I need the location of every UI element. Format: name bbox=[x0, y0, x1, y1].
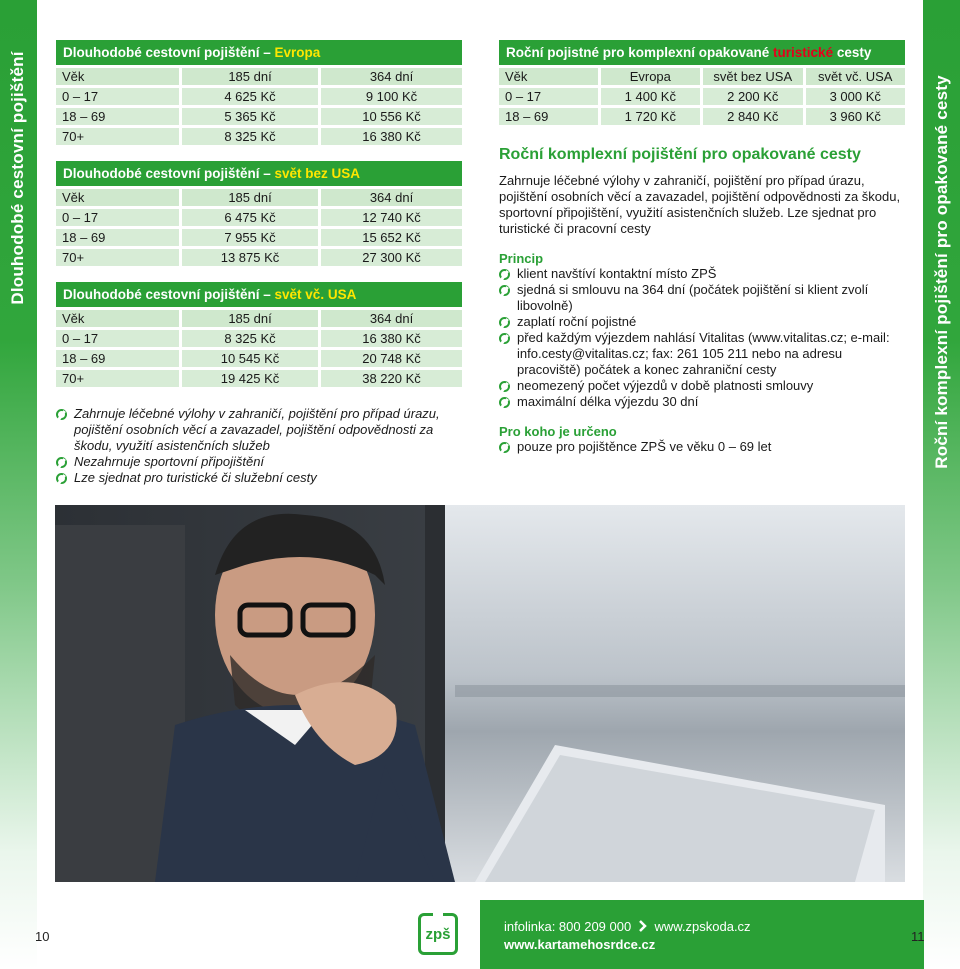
table-header-row bbox=[56, 68, 462, 85]
footer bbox=[0, 900, 960, 969]
header-185: 185 dní bbox=[182, 68, 318, 85]
list-item: Nezahrnuje sportovní připojištění bbox=[56, 454, 462, 470]
princip-heading: Princip bbox=[499, 251, 544, 266]
table-row bbox=[499, 108, 905, 125]
cell-price: 8 325 Kč bbox=[182, 330, 318, 347]
table-title: Dlouhodobé cestovní pojištění – Evropa bbox=[56, 40, 462, 65]
table-header-row bbox=[56, 189, 462, 206]
bullet-icon bbox=[499, 397, 510, 408]
table-header-row bbox=[56, 310, 462, 327]
bullet-icon bbox=[499, 269, 510, 280]
list-item: Lze sjednat pro turistické či služební cesty bbox=[56, 470, 462, 486]
cell-price: 2 840 Kč bbox=[703, 108, 802, 125]
bullet-icon bbox=[56, 409, 67, 420]
header-364: 364 dní bbox=[321, 68, 462, 85]
footer-contact-bar bbox=[480, 900, 924, 969]
left-sidebar-title: Dlouhodobé cestovní pojištění bbox=[8, 51, 27, 305]
target-heading: Pro koho je určeno bbox=[499, 424, 617, 439]
infolinka: infolinka: 800 209 000 bbox=[504, 919, 632, 934]
right-sidebar-title: Roční komplexní pojištění pro opakované cesty bbox=[932, 75, 951, 469]
cell-age: 0 – 17 bbox=[56, 88, 179, 105]
header-185: 185 dní bbox=[182, 310, 318, 327]
target-list bbox=[499, 439, 905, 455]
table-row bbox=[56, 88, 462, 105]
cell-price: 13 875 Kč bbox=[182, 249, 318, 266]
cell-age: 70+ bbox=[56, 128, 179, 145]
cell-price: 2 200 Kč bbox=[703, 88, 802, 105]
table-annual-premium bbox=[499, 40, 905, 125]
header-age: Věk bbox=[499, 68, 598, 85]
bullet-icon bbox=[56, 473, 67, 484]
header-world-without-usa: svět bez USA bbox=[703, 68, 802, 85]
page-number-right: 11 bbox=[911, 929, 925, 944]
list-item: sjedná si smlouvu na 364 dní (počátek pojištění si klient zvolí libovolně) bbox=[499, 282, 905, 314]
website-zpskoda-link[interactable]: www.zpskoda.cz bbox=[654, 919, 751, 934]
cell-price: 10 545 Kč bbox=[182, 350, 318, 367]
cell-price: 8 325 Kč bbox=[182, 128, 318, 145]
header-185: 185 dní bbox=[182, 189, 318, 206]
bullet-icon bbox=[499, 285, 510, 296]
header-364: 364 dní bbox=[321, 310, 462, 327]
cell-price: 3 960 Kč bbox=[806, 108, 905, 125]
table-row bbox=[56, 350, 462, 367]
cell-price: 16 380 Kč bbox=[321, 330, 462, 347]
table-row bbox=[499, 88, 905, 105]
cell-age: 18 – 69 bbox=[499, 108, 598, 125]
cell-price: 38 220 Kč bbox=[321, 370, 462, 387]
cell-age: 70+ bbox=[56, 249, 179, 266]
header-age: Věk bbox=[56, 68, 179, 85]
cell-price: 15 652 Kč bbox=[321, 229, 462, 246]
table-title: Roční pojistné pro komplexní opakované turistické cesty bbox=[499, 40, 905, 65]
bullet-icon bbox=[499, 317, 510, 328]
table-title: Dlouhodobé cestovní pojištění – svět vč. USA bbox=[56, 282, 462, 307]
cell-price: 20 748 Kč bbox=[321, 350, 462, 367]
princip-list bbox=[499, 266, 905, 410]
bullet-icon bbox=[56, 457, 67, 468]
table-row bbox=[56, 108, 462, 125]
notes-list bbox=[56, 406, 462, 486]
list-item: neomezený počet výjezdů v době platnosti smlouvy bbox=[499, 378, 905, 394]
left-notes bbox=[56, 406, 462, 486]
contact-line-2 bbox=[504, 937, 655, 952]
chevron-right-icon bbox=[639, 920, 647, 932]
table-row bbox=[56, 128, 462, 145]
website-kartamehosrdce-link[interactable]: www.kartamehosrdce.cz bbox=[504, 937, 656, 952]
list-item: klient navštíví kontaktní místo ZPŠ bbox=[499, 266, 905, 282]
bullet-icon bbox=[499, 381, 510, 392]
cell-age: 18 – 69 bbox=[56, 108, 179, 125]
header-364: 364 dní bbox=[321, 189, 462, 206]
header-europe: Evropa bbox=[601, 68, 700, 85]
list-item: maximální délka výjezdu 30 dní bbox=[499, 394, 905, 410]
cell-price: 7 955 Kč bbox=[182, 229, 318, 246]
zps-logo bbox=[418, 913, 458, 955]
header-age: Věk bbox=[56, 310, 179, 327]
photo-man-with-laptop bbox=[55, 505, 905, 882]
table-row bbox=[56, 209, 462, 226]
table-header-row bbox=[499, 68, 905, 85]
info-description: Zahrnuje léčebné výlohy v zahraničí, pojištění pro případ úrazu, pojištění osobních věcí a zavazadel, pojištění odpovědnosti za škodu, sportovní připojištění, využití asistenčních služeb. Lze sjednat pro turistické či pracovní cesty bbox=[499, 173, 901, 236]
table-row bbox=[56, 370, 462, 387]
cell-age: 0 – 17 bbox=[56, 330, 179, 347]
bullet-icon bbox=[499, 333, 510, 344]
cell-price: 5 365 Kč bbox=[182, 108, 318, 125]
table-row bbox=[56, 229, 462, 246]
header-age: Věk bbox=[56, 189, 179, 206]
list-item: zaplatí roční pojistné bbox=[499, 314, 905, 330]
cell-price: 10 556 Kč bbox=[321, 108, 462, 125]
right-info bbox=[499, 146, 905, 455]
cell-price: 1 720 Kč bbox=[601, 108, 700, 125]
table-europe bbox=[56, 40, 462, 145]
cell-age: 0 – 17 bbox=[56, 209, 179, 226]
table-title: Dlouhodobé cestovní pojištění – svět bez USA bbox=[56, 161, 462, 186]
cell-price: 16 380 Kč bbox=[321, 128, 462, 145]
table-row bbox=[56, 249, 462, 266]
list-item: Zahrnuje léčebné výlohy v zahraničí, pojištění pro případ úrazu, pojištění osobních věcí a zavazadel, pojištění odpovědnosti za škodu, využití asistenčních služeb bbox=[56, 406, 462, 454]
contact-line-1 bbox=[504, 919, 751, 934]
bullet-icon bbox=[499, 442, 510, 453]
cell-age: 70+ bbox=[56, 370, 179, 387]
header-world-with-usa: svět vč. USA bbox=[806, 68, 905, 85]
cell-price: 12 740 Kč bbox=[321, 209, 462, 226]
cell-price: 4 625 Kč bbox=[182, 88, 318, 105]
photo-illustration bbox=[55, 505, 905, 882]
cell-age: 0 – 17 bbox=[499, 88, 598, 105]
cell-age: 18 – 69 bbox=[56, 350, 179, 367]
table-row bbox=[56, 330, 462, 347]
table-world-without-usa bbox=[56, 161, 462, 266]
cell-price: 9 100 Kč bbox=[321, 88, 462, 105]
list-item: pouze pro pojištěnce ZPŠ ve věku 0 – 69 let bbox=[499, 439, 905, 455]
table-world-with-usa bbox=[56, 282, 462, 387]
logo-text: zpš bbox=[425, 926, 451, 943]
cell-age: 18 – 69 bbox=[56, 229, 179, 246]
info-heading: Roční komplexní pojištění pro opakované cesty bbox=[499, 146, 861, 163]
page-number-left: 10 bbox=[35, 929, 50, 944]
cell-price: 19 425 Kč bbox=[182, 370, 318, 387]
cell-price: 1 400 Kč bbox=[601, 88, 700, 105]
list-item: před každým výjezdem nahlásí Vitalitas (www.vitalitas.cz; e-mail: info.cesty@vitalitas.cz; fax: 261 105 211 nebo na adresu pracoviště) počátek a konec zahraniční cesty bbox=[499, 330, 905, 378]
cell-price: 6 475 Kč bbox=[182, 209, 318, 226]
cell-price: 27 300 Kč bbox=[321, 249, 462, 266]
cell-price: 3 000 Kč bbox=[806, 88, 905, 105]
